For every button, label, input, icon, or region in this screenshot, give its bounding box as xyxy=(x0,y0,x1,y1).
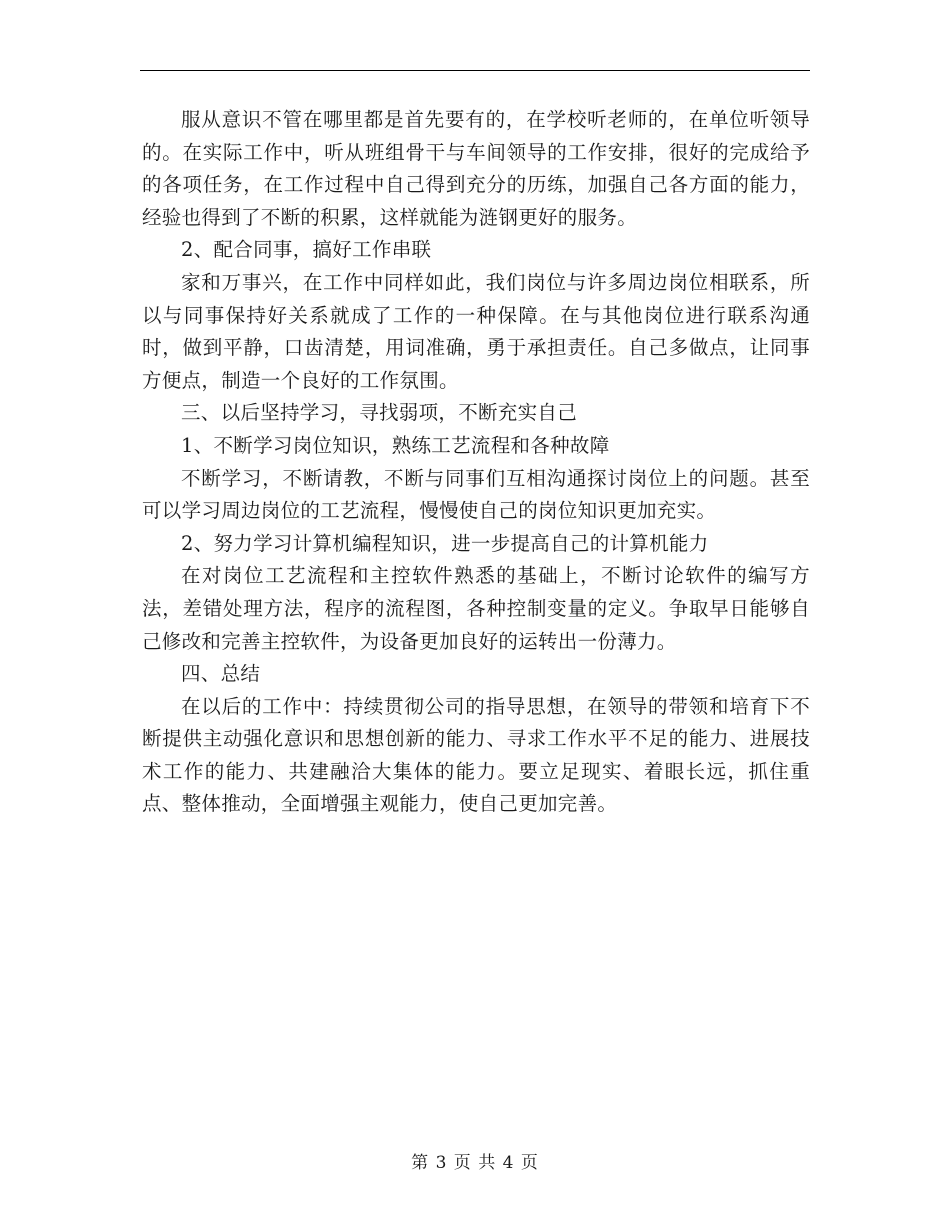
paragraph-teamwork: 家和万事兴，在工作中同样如此，我们岗位与许多周边岗位相联系，所以与同事保持好关系就成了工作的一种保障。在与其他岗位进行联系沟通时，做到平静，口齿清楚，用词准确，勇于承担责任。自己多做点，让同事方便点，制造一个良好的工作氛围。 xyxy=(142,270,810,392)
heading-post-knowledge: 1、不断学习岗位知识，熟练工艺流程和各种故障 xyxy=(181,433,610,457)
header-rule xyxy=(140,70,810,71)
page-number: 第 3 页 共 4 页 xyxy=(411,1153,539,1173)
paragraph-continuous-learning: 不断学习，不断请教，不断与同事们互相沟通探讨岗位上的问题。甚至可以学习周边岗位的工艺流程，慢慢使自己的岗位知识更加充实。 xyxy=(142,466,810,523)
paragraph-software: 在对岗位工艺流程和主控软件熟悉的基础上，不断讨论软件的编写方法，差错处理方法，程序的流程图，各种控制变量的定义。争取早日能够自己修改和完善主控软件，为设备更加良好的运转出一份薄力。 xyxy=(142,564,810,653)
paragraph-obedience: 服从意识不管在哪里都是首先要有的，在学校听老师的，在单位听领导的。在实际工作中，听从班组骨干与车间领导的工作安排，很好的完成给予的各项任务，在工作过程中自己得到充分的历练，加强自己各方面的能力，经验也得到了不断的积累，这样就能为涟钢更好的服务。 xyxy=(142,108,810,229)
heading-computer-programming: 2、努力学习计算机编程知识，进一步提高自己的计算机能力 xyxy=(181,531,709,555)
paragraph-summary: 在以后的工作中：持续贯彻公司的指导思想，在领导的带领和培育下不断提供主动强化意识和思想创新的能力、寻求工作水平不足的能力、进展技术工作的能力、共建融洽大集体的能力。要立足现实、着眼长远，抓住重点、整体推动，全面增强主观能力，使自己更加完善。 xyxy=(142,694,810,816)
document-body xyxy=(142,104,810,821)
heading-cooperate-colleagues: 2、配合同事，搞好工作串联 xyxy=(181,238,432,262)
heading-summary: 四、总结 xyxy=(181,662,261,686)
heading-section-three: 三、以后坚持学习，寻找弱项，不断充实自己 xyxy=(181,401,578,425)
